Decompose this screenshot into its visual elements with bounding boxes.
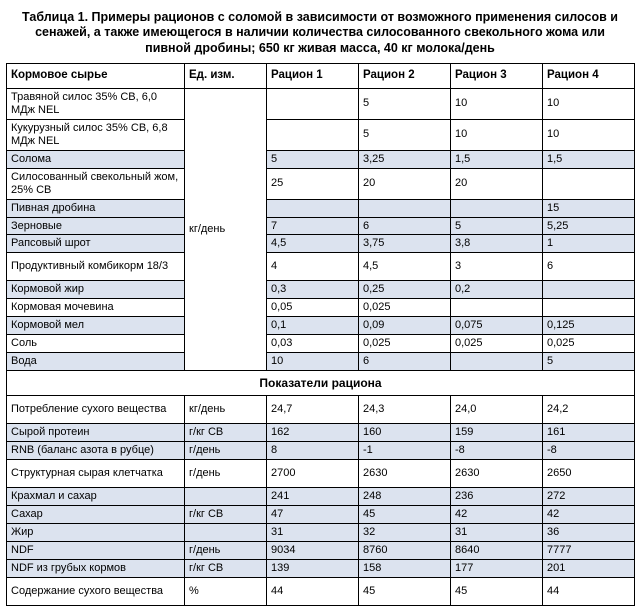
row-value-4: 24,2 — [543, 396, 635, 424]
row-value-2: 0,025 — [359, 335, 451, 353]
header-cell-unit: Ед. изм. — [185, 63, 267, 88]
header-cell-ration-4: Рацион 4 — [543, 63, 635, 88]
header-cell-ration-2: Рацион 2 — [359, 63, 451, 88]
row-label: Рапсовый шрот — [7, 235, 185, 253]
row-value-3: 20 — [451, 168, 543, 199]
row-value-2: 158 — [359, 560, 451, 578]
row-label: Жир — [7, 524, 185, 542]
row-label: Сахар — [7, 506, 185, 524]
row-value-1: 139 — [267, 560, 359, 578]
row-label: Травяной силос 35% СВ, 6,0 МДж NEL — [7, 88, 185, 119]
table-caption: Таблица 1. Примеры рационов с соломой в зависимости от возможного применения силосов и сенажей, а также имеющегося в наличии количества силосованного свекольного жома или пивной дробины; 650 кг живая масса, 40 кг молока/день — [22, 10, 618, 55]
table-row — [7, 353, 635, 371]
row-value-4 — [543, 299, 635, 317]
table-row — [7, 88, 635, 119]
row-value-3: 3 — [451, 253, 543, 281]
row-value-1: 4 — [267, 253, 359, 281]
row-value-3 — [451, 353, 543, 371]
row-value-4: 5 — [543, 353, 635, 371]
row-value-4: 161 — [543, 424, 635, 442]
row-value-4: 10 — [543, 119, 635, 150]
table-row — [7, 217, 635, 235]
row-value-2: 6 — [359, 353, 451, 371]
row-value-4: 1,5 — [543, 150, 635, 168]
row-value-1: 2700 — [267, 460, 359, 488]
row-unit — [185, 488, 267, 506]
row-label: Вода — [7, 353, 185, 371]
row-value-2: 3,75 — [359, 235, 451, 253]
row-value-3: 10 — [451, 88, 543, 119]
row-value-2: 4,5 — [359, 253, 451, 281]
row-label: Структурная сырая клетчатка — [7, 460, 185, 488]
row-value-2: 160 — [359, 424, 451, 442]
section-header-row — [7, 371, 635, 396]
row-value-1 — [267, 88, 359, 119]
row-value-1 — [267, 199, 359, 217]
table-header — [7, 63, 635, 88]
row-value-4: 1 — [543, 235, 635, 253]
row-value-1: 0,1 — [267, 317, 359, 335]
row-value-2: 8760 — [359, 542, 451, 560]
table-row — [7, 235, 635, 253]
section-title: Показатели рациона — [7, 371, 635, 396]
row-value-2: 32 — [359, 524, 451, 542]
row-value-1: 47 — [267, 506, 359, 524]
row-value-1: 0,3 — [267, 281, 359, 299]
row-value-2: 2630 — [359, 460, 451, 488]
row-unit: г/день — [185, 460, 267, 488]
header-cell-feed: Кормовое сырье — [7, 63, 185, 88]
header-cell-ration-1: Рацион 1 — [267, 63, 359, 88]
row-value-3: 2630 — [451, 460, 543, 488]
table-row — [7, 442, 635, 460]
table-row — [7, 317, 635, 335]
row-value-4 — [543, 168, 635, 199]
row-value-2: 0,25 — [359, 281, 451, 299]
row-value-1: 4,5 — [267, 235, 359, 253]
table-row — [7, 119, 635, 150]
row-value-1: 5 — [267, 150, 359, 168]
row-value-3 — [451, 299, 543, 317]
row-value-3: 1,5 — [451, 150, 543, 168]
ration-table — [6, 63, 635, 606]
row-label: Зерновые — [7, 217, 185, 235]
row-value-2: 5 — [359, 119, 451, 150]
row-label: Силосованный свекольный жом, 25% СВ — [7, 168, 185, 199]
row-value-3: 3,8 — [451, 235, 543, 253]
table-row — [7, 524, 635, 542]
table-row — [7, 335, 635, 353]
row-label: Продуктивный комбикорм 18/3 — [7, 253, 185, 281]
row-value-3: 24,0 — [451, 396, 543, 424]
row-value-2: 45 — [359, 578, 451, 606]
header-cell-ration-3: Рацион 3 — [451, 63, 543, 88]
row-value-4: 2650 — [543, 460, 635, 488]
row-value-3: 8640 — [451, 542, 543, 560]
row-value-3: 0,2 — [451, 281, 543, 299]
row-value-2: 0,025 — [359, 299, 451, 317]
row-value-3: -8 — [451, 442, 543, 460]
table-row — [7, 199, 635, 217]
row-value-3 — [451, 199, 543, 217]
row-value-1: 8 — [267, 442, 359, 460]
table-row — [7, 578, 635, 606]
row-value-2: 5 — [359, 88, 451, 119]
row-value-2: 20 — [359, 168, 451, 199]
row-label: Соль — [7, 335, 185, 353]
row-value-2: 6 — [359, 217, 451, 235]
row-value-4: 15 — [543, 199, 635, 217]
row-label: Сырой протеин — [7, 424, 185, 442]
row-unit: г/день — [185, 542, 267, 560]
unit-cell-feed: кг/день — [185, 88, 267, 371]
table-row — [7, 299, 635, 317]
row-value-2: 0,09 — [359, 317, 451, 335]
row-value-3: 159 — [451, 424, 543, 442]
row-value-3: 236 — [451, 488, 543, 506]
row-value-4: 0,125 — [543, 317, 635, 335]
row-value-4: -8 — [543, 442, 635, 460]
row-value-4 — [543, 281, 635, 299]
table-body — [7, 88, 635, 605]
row-value-1: 24,7 — [267, 396, 359, 424]
row-value-4: 201 — [543, 560, 635, 578]
table-row — [7, 424, 635, 442]
row-label: Пивная дробина — [7, 199, 185, 217]
row-value-1: 0,05 — [267, 299, 359, 317]
row-value-1: 31 — [267, 524, 359, 542]
row-value-4: 36 — [543, 524, 635, 542]
row-value-4: 42 — [543, 506, 635, 524]
row-unit: г/кг СВ — [185, 424, 267, 442]
row-value-2: 45 — [359, 506, 451, 524]
row-unit: кг/день — [185, 396, 267, 424]
row-value-1: 9034 — [267, 542, 359, 560]
row-value-1: 162 — [267, 424, 359, 442]
row-value-4: 272 — [543, 488, 635, 506]
row-label: Крахмал и сахар — [7, 488, 185, 506]
row-value-4: 6 — [543, 253, 635, 281]
header-row — [7, 63, 635, 88]
row-value-1: 241 — [267, 488, 359, 506]
row-value-4: 10 — [543, 88, 635, 119]
row-label: NDF — [7, 542, 185, 560]
row-unit: г/кг СВ — [185, 560, 267, 578]
table-row — [7, 506, 635, 524]
table-row — [7, 460, 635, 488]
table-row — [7, 150, 635, 168]
row-value-3: 5 — [451, 217, 543, 235]
row-unit: % — [185, 578, 267, 606]
row-value-2 — [359, 199, 451, 217]
row-value-3: 45 — [451, 578, 543, 606]
row-value-1: 44 — [267, 578, 359, 606]
row-value-1 — [267, 119, 359, 150]
row-value-2: 24,3 — [359, 396, 451, 424]
row-value-2: 248 — [359, 488, 451, 506]
table-row — [7, 281, 635, 299]
row-label: RNB (баланс азота в рубце) — [7, 442, 185, 460]
row-value-1: 0,03 — [267, 335, 359, 353]
row-value-1: 10 — [267, 353, 359, 371]
row-label: Кормовая мочевина — [7, 299, 185, 317]
table-row — [7, 253, 635, 281]
row-label: Кукурузный силос 35% СВ, 6,8 МДж NEL — [7, 119, 185, 150]
row-value-3: 31 — [451, 524, 543, 542]
table-row — [7, 168, 635, 199]
row-label: Потребление сухого вещества — [7, 396, 185, 424]
row-value-4: 0,025 — [543, 335, 635, 353]
row-unit: г/кг СВ — [185, 506, 267, 524]
row-value-1: 25 — [267, 168, 359, 199]
table-row — [7, 560, 635, 578]
row-value-4: 7777 — [543, 542, 635, 560]
row-value-2: 3,25 — [359, 150, 451, 168]
row-value-4: 44 — [543, 578, 635, 606]
row-label: Содержание сухого вещества — [7, 578, 185, 606]
row-value-3: 42 — [451, 506, 543, 524]
row-value-3: 0,075 — [451, 317, 543, 335]
row-value-3: 177 — [451, 560, 543, 578]
table-row — [7, 542, 635, 560]
row-label: NDF из грубых кормов — [7, 560, 185, 578]
row-value-3: 0,025 — [451, 335, 543, 353]
table-row — [7, 396, 635, 424]
row-value-1: 7 — [267, 217, 359, 235]
table-row — [7, 488, 635, 506]
row-label: Кормовой мел — [7, 317, 185, 335]
row-unit: г/день — [185, 442, 267, 460]
row-value-4: 5,25 — [543, 217, 635, 235]
row-value-3: 10 — [451, 119, 543, 150]
row-unit — [185, 524, 267, 542]
row-label: Солома — [7, 150, 185, 168]
row-label: Кормовой жир — [7, 281, 185, 299]
row-value-2: -1 — [359, 442, 451, 460]
